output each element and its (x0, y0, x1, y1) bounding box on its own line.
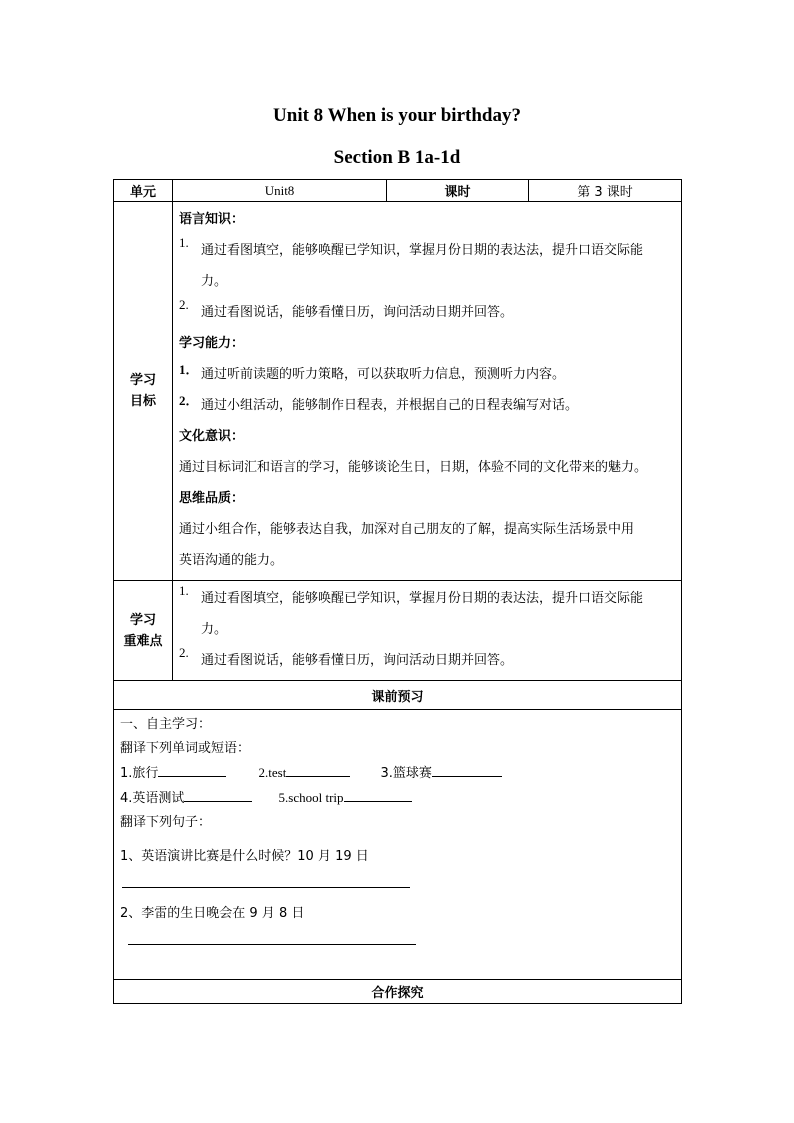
sentence-2: 2、李雷的生日晚会在 9 月 8 日 (120, 906, 305, 921)
self-study-heading: 一、自主学习： (120, 717, 212, 732)
knowledge-heading: 语言知识： (179, 212, 245, 227)
difficulties-label-line1: 学习 (129, 612, 156, 628)
words-row-2 (120, 786, 675, 811)
culture-text: 通过目标词汇和语言的学习，能够谈论生日，日期，体验不同的文化带来的魅力。 (179, 460, 648, 475)
objectives-label (114, 202, 173, 581)
item-text: 通过看图说话，能够看懂日历，询问活动日期并回答。 (201, 305, 514, 320)
item-text-continued: 力。 (201, 274, 228, 289)
difficulties-label-line2: 重难点 (123, 633, 163, 649)
objectives-label-line1: 学习 (129, 373, 156, 388)
objectives-row (114, 202, 682, 581)
list-item (179, 235, 677, 266)
item-number: 1． (179, 362, 199, 377)
item-text: 通过看图说话，能够看懂日历，询问活动日期并回答。 (201, 653, 514, 668)
word-prompt: 2.test (258, 765, 287, 780)
cooperation-heading: 合作探究 (114, 980, 682, 1004)
ability-heading: 学习能力： (179, 336, 245, 351)
item-text: 通过听前读题的听力策略，可以获取听力信息，预测听力内容。 (201, 367, 566, 382)
thinking-text-line1: 通过小组合作，能够表达自我，加深对自己朋友的了解，提高实际生活场景中用 (179, 522, 635, 537)
document-subtitle: Section B 1a-1d (333, 147, 461, 168)
objectives-content (173, 202, 682, 581)
preview-content (114, 710, 682, 980)
thinking-heading: 思维品质： (179, 491, 245, 506)
period-value: 第 3 课时 (529, 180, 682, 202)
words-row-1 (120, 761, 675, 786)
item-text-continued: 力。 (201, 622, 228, 637)
objectives-label-line2: 目标 (129, 394, 156, 409)
difficulties-content (173, 581, 682, 681)
word-prompt: 4.英语测试 (120, 791, 185, 806)
cooperation-row (114, 980, 682, 1004)
word-prompt: 3.篮球赛 (380, 766, 432, 781)
answer-blank[interactable] (344, 788, 412, 802)
list-item (179, 297, 677, 328)
item-number: 2. (179, 645, 189, 660)
answer-blank[interactable] (158, 763, 226, 777)
word-prompt: 5.school trip (278, 790, 344, 805)
unit-label: 单元 (114, 180, 173, 202)
answer-blank[interactable] (286, 763, 350, 777)
answer-line-2[interactable] (128, 944, 416, 945)
item-number: 1. (179, 235, 189, 250)
document-title: Unit 8 When is your birthday? (273, 105, 521, 126)
item-number: 2． (179, 393, 199, 408)
word-prompt: 1.旅行 (120, 766, 159, 781)
list-item (179, 359, 677, 390)
culture-heading: 文化意识： (179, 429, 245, 444)
preview-row (114, 710, 682, 980)
sentence-1: 1、英语演讲比赛是什么时候？10 月 19 日 (120, 849, 369, 864)
period-label: 课时 (387, 180, 529, 202)
answer-blank[interactable] (184, 788, 252, 802)
item-text: 通过看图填空，能够唤醒已学知识，掌握月份日期的表达法，提升口语交际能 (201, 243, 644, 258)
unit-value: Unit8 (173, 180, 387, 202)
lesson-plan-table (113, 179, 682, 1004)
thinking-text-line2: 英语沟通的能力。 (179, 553, 284, 568)
preview-heading-row (114, 681, 682, 710)
header-row (114, 180, 682, 202)
answer-blank[interactable] (432, 763, 502, 777)
list-item (179, 390, 677, 421)
item-text: 通过小组活动，能够制作日程表，并根据自己的日程表编写对话。 (201, 398, 579, 413)
item-text: 通过看图填空，能够唤醒已学知识，掌握月份日期的表达法，提升口语交际能 (201, 591, 644, 606)
translate-words-heading: 翻译下列单词或短语： (120, 741, 251, 756)
item-number: 1. (179, 583, 189, 598)
preview-heading: 课前预习 (114, 681, 682, 710)
translate-sentences-heading: 翻译下列句子： (120, 815, 212, 830)
list-item (179, 645, 677, 676)
difficulties-label (114, 581, 173, 681)
difficulties-row (114, 581, 682, 681)
list-item (179, 583, 677, 614)
item-number: 2. (179, 297, 189, 312)
